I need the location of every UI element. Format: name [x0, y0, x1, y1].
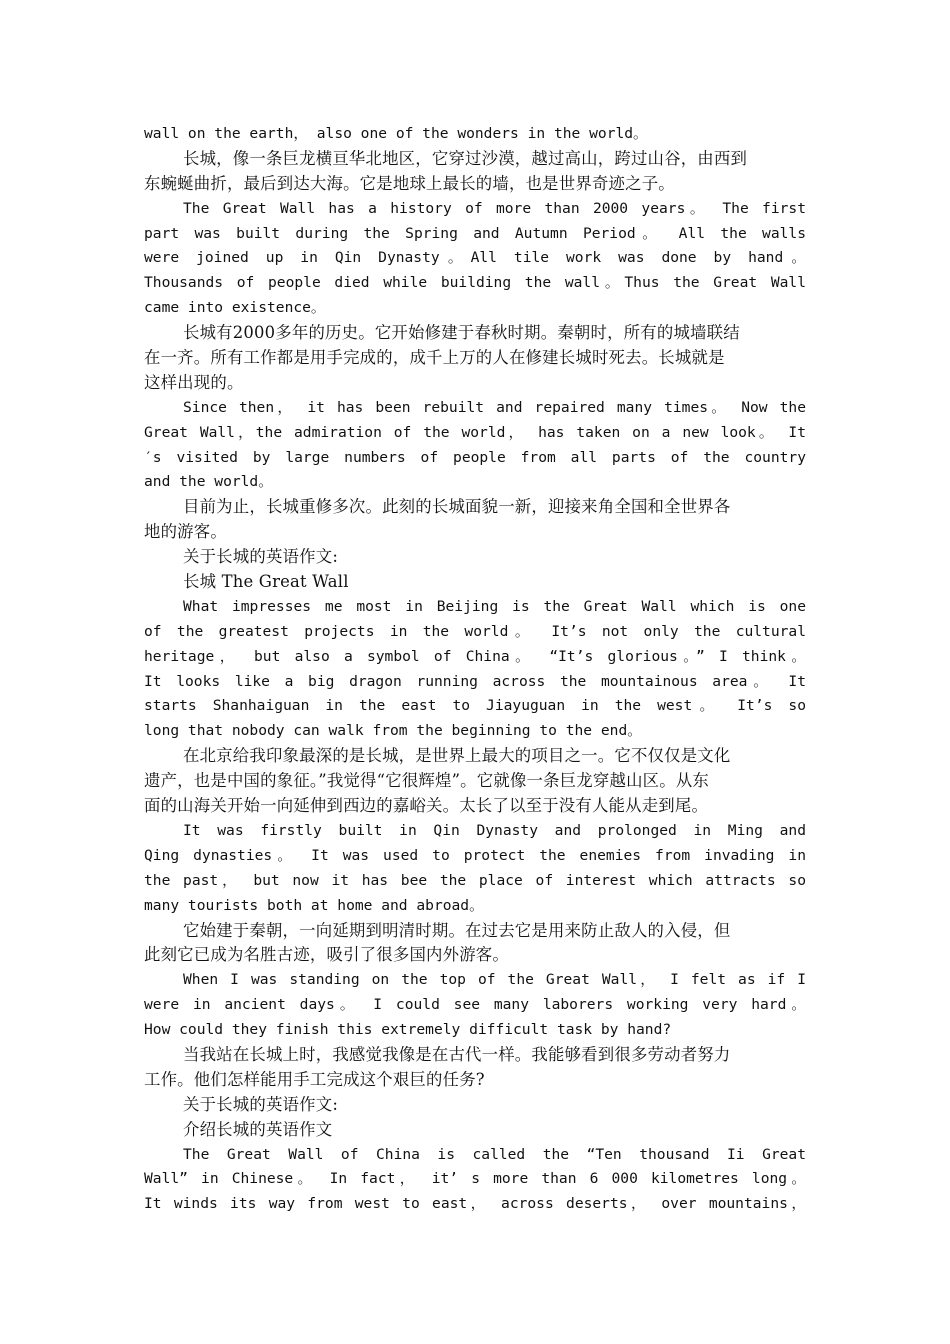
chinese-text-line: 这样出现的。 [144, 372, 244, 392]
chinese-text-line: 它始建于秦朝，一向延期到明清时期。在过去它是用来防止敌人的入侵，但 [183, 920, 731, 940]
english-text-line: It was firstly built in Qin Dynasty and prolonged in Ming and [183, 821, 806, 839]
chinese-text-line: 在北京给我印象最深的是长城，是世界上最大的项目之一。它不仅仅是文化 [183, 746, 731, 766]
chinese-text-line: 长城有2000多年的历史。它开始修建于春秋时期。秦朝时，所有的城墙联结 [183, 323, 740, 343]
english-text-line: heritage， but also a symbol of China。 “It’s glorious。” I think。 [144, 647, 806, 665]
english-text-line: were in ancient days。 I could see many laborers working very hard。 [144, 996, 806, 1014]
chinese-text-line: 遗产，也是中国的象征。”我觉得“它很辉煌”。它就像一条巨龙穿越山区。从东 [144, 771, 710, 791]
english-text-line: Great Wall，the admiration of the world， has taken on a new look。 It [144, 423, 806, 441]
english-text-line: When I was standing on the top of the Great Wall， I felt as if I [183, 971, 806, 989]
english-text-line: ′s visited by large numbers of people from all parts of the country [144, 448, 806, 466]
chinese-text-line: 面的山海关开始一向延伸到西边的嘉峪关。太长了以至于没有人能从走到尾。 [144, 796, 709, 816]
chinese-text-line: 工作。他们怎样能用手工完成这个艰巨的任务? [144, 1069, 485, 1089]
english-text-line: of the greatest projects in the world。 It’s not only the cultural [144, 622, 806, 640]
english-text-line: Wall” in Chinese。 In fact， it’ s more than 6 000 kilometres long。 [144, 1170, 806, 1188]
english-text-line: Thousands of people died while building the wall。Thus the Great Wall [144, 274, 806, 292]
english-text-line: What impresses me most in Beijing is the Great Wall which is one [183, 597, 806, 615]
english-text-line: starts Shanhaiguan in the east to Jiayuguan in the west。 It’s so [144, 697, 806, 715]
chinese-text-line: 地的游客。 [144, 522, 227, 542]
english-text-line: Since then， it has been rebuilt and repaired many times。 Now the [183, 398, 806, 416]
english-text-line: Qing dynasties。 It was used to protect the enemies from invading in [144, 846, 806, 864]
english-text-line: It looks like a big dragon running across the mountainous area。 It [144, 672, 806, 690]
chinese-text-line: 介绍长城的英语作文 [183, 1119, 333, 1139]
english-text-line: part was built during the Spring and Autumn Period。 All the walls [144, 224, 806, 242]
chinese-text-line: 东蜿蜒曲折，最后到达大海。它是地球上最长的墙，也是世界奇迹之子。 [144, 173, 675, 193]
english-text-line: It winds its way from west to east， across deserts， over mountains， [144, 1195, 806, 1213]
chinese-text-line: 在一齐。所有工作都是用手完成的，成千上万的人在修建长城时死去。长城就是 [144, 348, 725, 368]
english-text-line: came into existence。 [144, 299, 326, 317]
english-text-line: many tourists both at home and abroad。 [144, 896, 484, 914]
chinese-text-line: 关于长城的英语作文: [183, 547, 339, 567]
english-text-line: the past， but now it has bee the place of interest which attracts so [144, 871, 806, 889]
chinese-text-line: 长城，像一条巨龙横亘华北地区，它穿过沙漠，越过高山，跨过山谷，由西到 [183, 148, 748, 168]
english-text-line: were joined up in Qin Dynasty。All tile work was done by hand。 [144, 249, 806, 267]
english-text-line: long that nobody can walk from the beginning to the end。 [144, 722, 642, 740]
english-text-line: The Great Wall has a history of more than 2000 years。 The first [183, 199, 806, 217]
chinese-text-line: 目前为止，长城重修多次。此刻的长城面貌一新，迎接来角全国和全世界各 [183, 497, 731, 517]
english-text-line: and the world。 [144, 473, 273, 491]
chinese-text-line: 关于长城的英语作文: [183, 1094, 339, 1114]
chinese-text-line: 长城 The Great Wall [183, 572, 349, 592]
english-text-line: wall on the earth， also one of the wonders in the world。 [144, 125, 648, 142]
document-page [144, 122, 806, 1217]
chinese-text-line: 此刻它已成为名胜古迹，吸引了很多国内外游客。 [144, 945, 509, 965]
chinese-text-line: 当我站在长城上时，我感觉我像是在古代一样。我能够看到很多劳动者努力 [183, 1044, 731, 1064]
english-text-line: The Great Wall of China is called the “Ten thousand Ii Great [183, 1145, 806, 1163]
english-text-line: How could they finish this extremely difficult task by hand? [144, 1021, 672, 1039]
